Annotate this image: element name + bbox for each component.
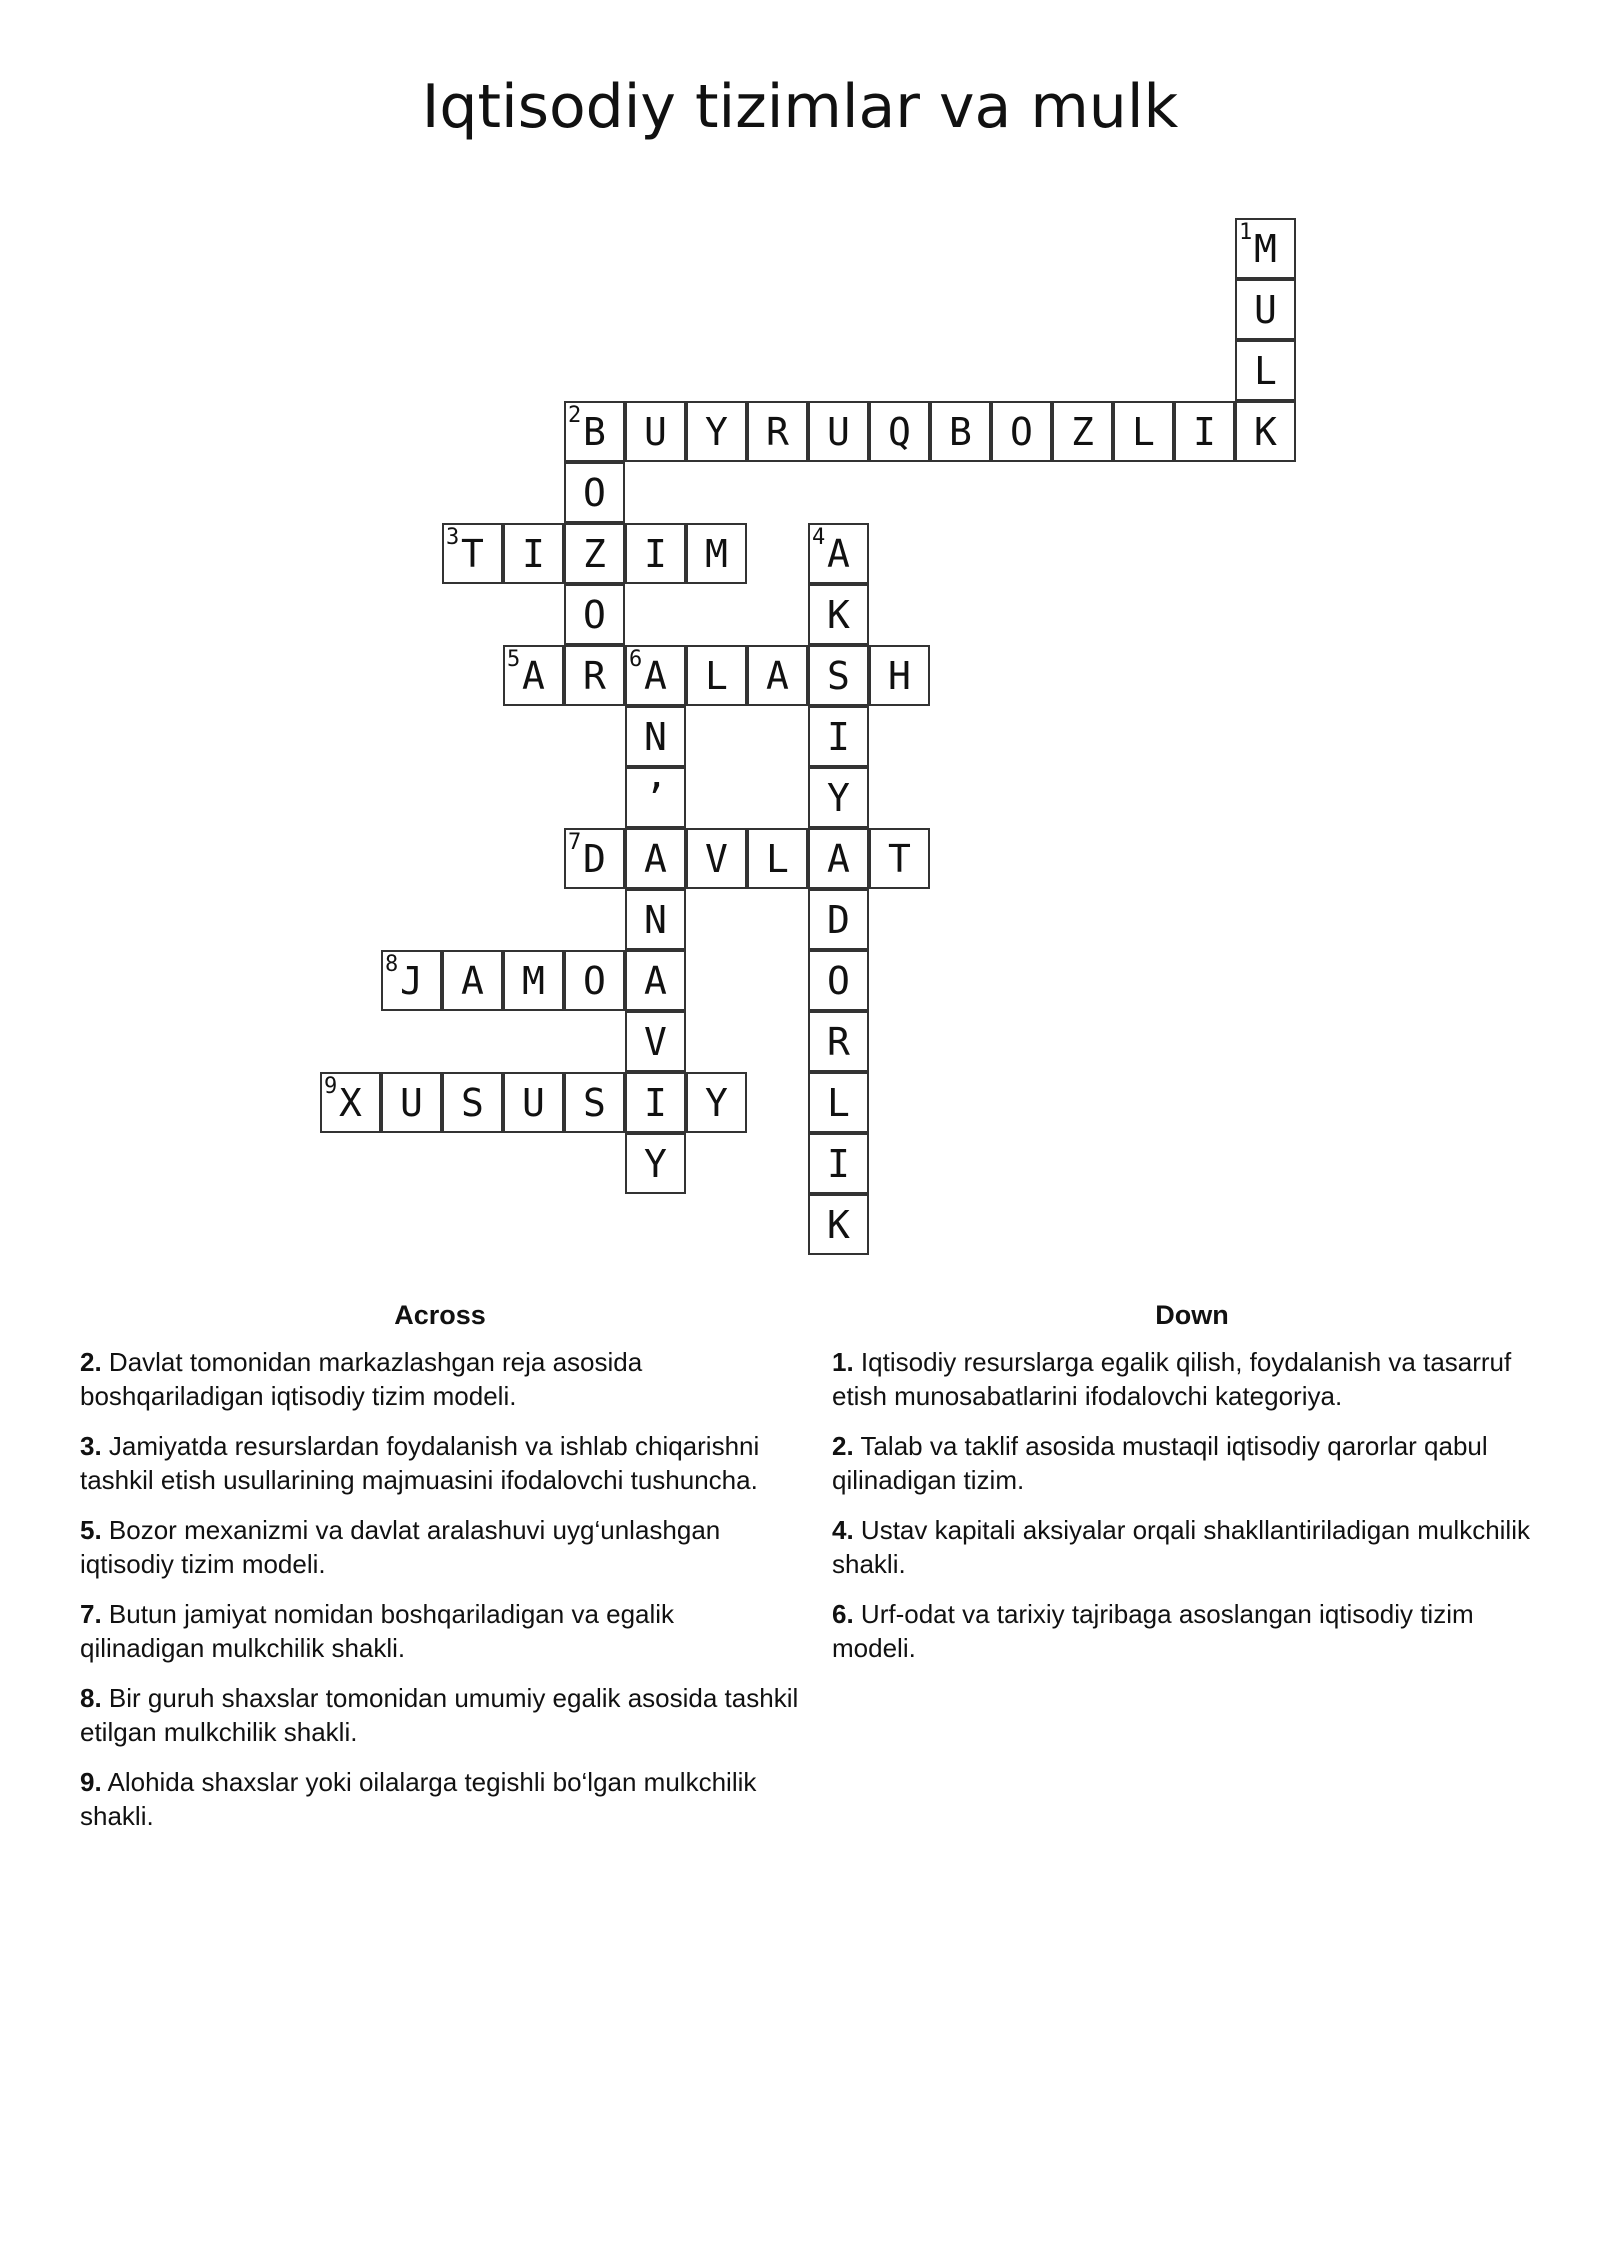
grid-cell [869,645,930,706]
grid-cell [625,1133,686,1194]
grid-cell [503,1072,564,1133]
grid-cell [503,950,564,1011]
clue-number: 1 [1239,220,1253,245]
cell-letter: O [827,958,850,1003]
cell-letter: K [827,592,850,637]
clue-item-number: 3. [80,1431,102,1461]
cell-letter: S [583,1080,606,1125]
down-clues [832,1300,1552,1681]
clue-item-number: 4. [832,1515,854,1545]
grid-cell [1235,218,1296,279]
across-clues [80,1300,800,1849]
grid-cell [442,950,503,1011]
grid-cell [625,767,686,828]
cell-letter: V [644,1019,667,1064]
clue-item [832,1345,1552,1413]
clue-item [80,1345,800,1413]
cell-letter: S [827,653,850,698]
grid-cell [808,706,869,767]
grid-cell [442,1072,503,1133]
clue-item-text: Alohida shaxslar yoki oilalarga tegishli bo‘lgan mulkchilik shakli. [80,1767,757,1831]
cell-letter: K [1254,409,1277,454]
clue-number: 9 [324,1074,338,1099]
cell-letter: I [1193,409,1216,454]
grid-cell [625,828,686,889]
cell-letter: L [766,836,789,881]
across-heading: Across [394,1300,486,1330]
grid-cell [503,523,564,584]
cell-letter: A [827,836,850,881]
cell-letter: M [705,531,728,576]
grid-cell [808,950,869,1011]
clue-item-number: 5. [80,1515,102,1545]
grid-cell [808,1194,869,1255]
cell-letter: U [827,409,850,454]
cell-letter: A [461,958,484,1003]
cell-letter: I [827,1141,850,1186]
cell-letter: I [644,531,667,576]
cell-letter: U [644,409,667,454]
grid-cell [564,401,625,462]
cell-letter: I [522,531,545,576]
grid-cell [686,401,747,462]
grid-cell [869,828,930,889]
grid-cell [625,706,686,767]
grid-cell [564,828,625,889]
cell-letter: H [888,653,911,698]
clue-item [80,1513,800,1581]
cell-letter: A [644,653,667,698]
clue-item [832,1513,1552,1581]
cell-letter: L [1254,348,1277,393]
cell-letter: B [583,409,606,454]
clue-item [832,1597,1552,1665]
cell-letter: D [827,897,850,942]
clue-item-text: Urf-odat va tarixiy tajribaga asoslangan iqtisodiy tizim modeli. [832,1599,1474,1663]
cell-letter: O [1010,409,1033,454]
cell-letter: A [827,531,850,576]
grid-cell [564,950,625,1011]
grid-cell [1235,279,1296,340]
grid-cell [320,1072,381,1133]
clue-number: 3 [446,525,460,550]
clue-item-text: Ustav kapitali aksiyalar orqali shakllantiriladigan mulkchilik shakli. [832,1515,1530,1579]
cell-letter: Q [888,409,911,454]
cell-letter: T [461,531,484,576]
grid-cell [747,645,808,706]
cell-letter: Z [1071,409,1094,454]
clue-item-number: 6. [832,1599,854,1629]
cell-letter: J [400,958,423,1003]
grid-cell [381,1072,442,1133]
cell-letter: U [522,1080,545,1125]
cell-letter: Y [644,1141,667,1186]
clue-number: 4 [812,525,826,550]
across-clue-list [80,1345,800,1833]
grid-cell [808,523,869,584]
cell-letter: B [949,409,972,454]
grid-cell [564,462,625,523]
clue-number: 5 [507,647,521,672]
clue-item [80,1765,800,1833]
cell-letter: A [644,958,667,1003]
cell-letter: L [1132,409,1155,454]
cell-letter: M [522,958,545,1003]
grid-cell [1174,401,1235,462]
cell-letter: I [827,714,850,759]
cell-letter: L [705,653,728,698]
grid-cell [503,645,564,706]
grid-cell [808,1011,869,1072]
cell-letter: U [1254,287,1277,332]
down-clue-list [832,1345,1552,1665]
grid-cell [686,645,747,706]
clue-item [80,1681,800,1749]
clue-number: 6 [629,647,643,672]
down-heading: Down [1155,1300,1229,1330]
cell-letter: K [827,1202,850,1247]
clue-item-text: Iqtisodiy resurslarga egalik qilish, foydalanish va tasarruf etish munosabatlarini ifodalovchi kategoriya. [832,1347,1512,1411]
cell-letter: T [888,836,911,881]
cell-letter: O [583,592,606,637]
grid-cell [1113,401,1174,462]
grid-cell [564,645,625,706]
grid-cell [808,1072,869,1133]
grid-cell [625,645,686,706]
grid-cell [747,828,808,889]
clue-item-text: Bir guruh shaxslar tomonidan umumiy egalik asosida tashkil etilgan mulkchilik shakli. [80,1683,799,1747]
grid-cell [625,523,686,584]
page-title: Iqtisodiy tizimlar va mulk [421,72,1179,142]
grid-cell [991,401,1052,462]
grid-cell [625,401,686,462]
clue-item [80,1597,800,1665]
grid-cell [564,584,625,645]
cell-letter: Y [827,775,850,820]
grid-cell [686,1072,747,1133]
cell-letter: R [583,653,606,698]
grid-cell [564,1072,625,1133]
clue-item-text: Jamiyatda resurslardan foydalanish va ishlab chiqarishni tashkil etish usullarining majmuasini ifodalovchi tushuncha. [80,1431,760,1495]
cell-letter: U [400,1080,423,1125]
cell-letter: A [644,836,667,881]
grid-cell [442,523,503,584]
clue-item-text: Bozor mexanizmi va davlat aralashuvi uyg‘unlashgan iqtisodiy tizim modeli. [80,1515,721,1579]
cell-letter: A [766,653,789,698]
clue-item-number: 7. [80,1599,102,1629]
grid-cell [808,401,869,462]
clue-item-number: 1. [832,1347,854,1377]
cell-letter: N [644,714,667,759]
grid-cell [625,950,686,1011]
clue-item-number: 2. [80,1347,102,1377]
grid-cell [747,401,808,462]
grid-cell [625,1011,686,1072]
cell-letter: ’ [644,775,667,820]
grid-cell [625,889,686,950]
clue-item [80,1429,800,1497]
grid-cell [564,523,625,584]
grid-cell [1235,340,1296,401]
grid-cell [808,645,869,706]
grid-cell [686,828,747,889]
grid-cell [1052,401,1113,462]
cell-letter: S [461,1080,484,1125]
grid-cell [686,523,747,584]
cell-letter: M [1254,226,1277,271]
cell-letter: V [705,836,728,881]
clue-item-number: 9. [80,1767,102,1797]
clue-number: 8 [385,952,399,977]
grid-cell [808,584,869,645]
clue-number: 2 [568,403,582,428]
clue-item [832,1429,1552,1497]
clue-item-text: Davlat tomonidan markazlashgan reja asosida boshqariladigan iqtisodiy tizim modeli. [80,1347,643,1411]
cell-letter: A [522,653,545,698]
grid-cell [808,828,869,889]
grid-cell [930,401,991,462]
cell-letter: I [644,1080,667,1125]
grid-cell [808,1133,869,1194]
clue-item-number: 8. [80,1683,102,1713]
clue-item-number: 2. [832,1431,854,1461]
grid-cell [808,889,869,950]
cell-letter: L [827,1080,850,1125]
grid-cell [869,401,930,462]
cell-letter: Z [583,531,606,576]
clue-item-text: Butun jamiyat nomidan boshqariladigan va egalik qilinadigan mulkchilik shakli. [80,1599,675,1663]
cell-letter: X [339,1080,362,1125]
cell-letter: O [583,958,606,1003]
cell-letter: R [766,409,789,454]
grid-cell [808,767,869,828]
cell-letter: R [827,1019,850,1064]
grid-cell [381,950,442,1011]
cell-letter: N [644,897,667,942]
clue-number: 7 [568,830,582,855]
grid-cell [1235,401,1296,462]
cell-letter: O [583,470,606,515]
cell-letter: Y [705,409,728,454]
clue-item-text: Talab va taklif asosida mustaqil iqtisodiy qarorlar qabul qilinadigan tizim. [832,1431,1488,1495]
cell-letter: Y [705,1080,728,1125]
cell-letter: D [583,836,606,881]
grid-cell [625,1072,686,1133]
